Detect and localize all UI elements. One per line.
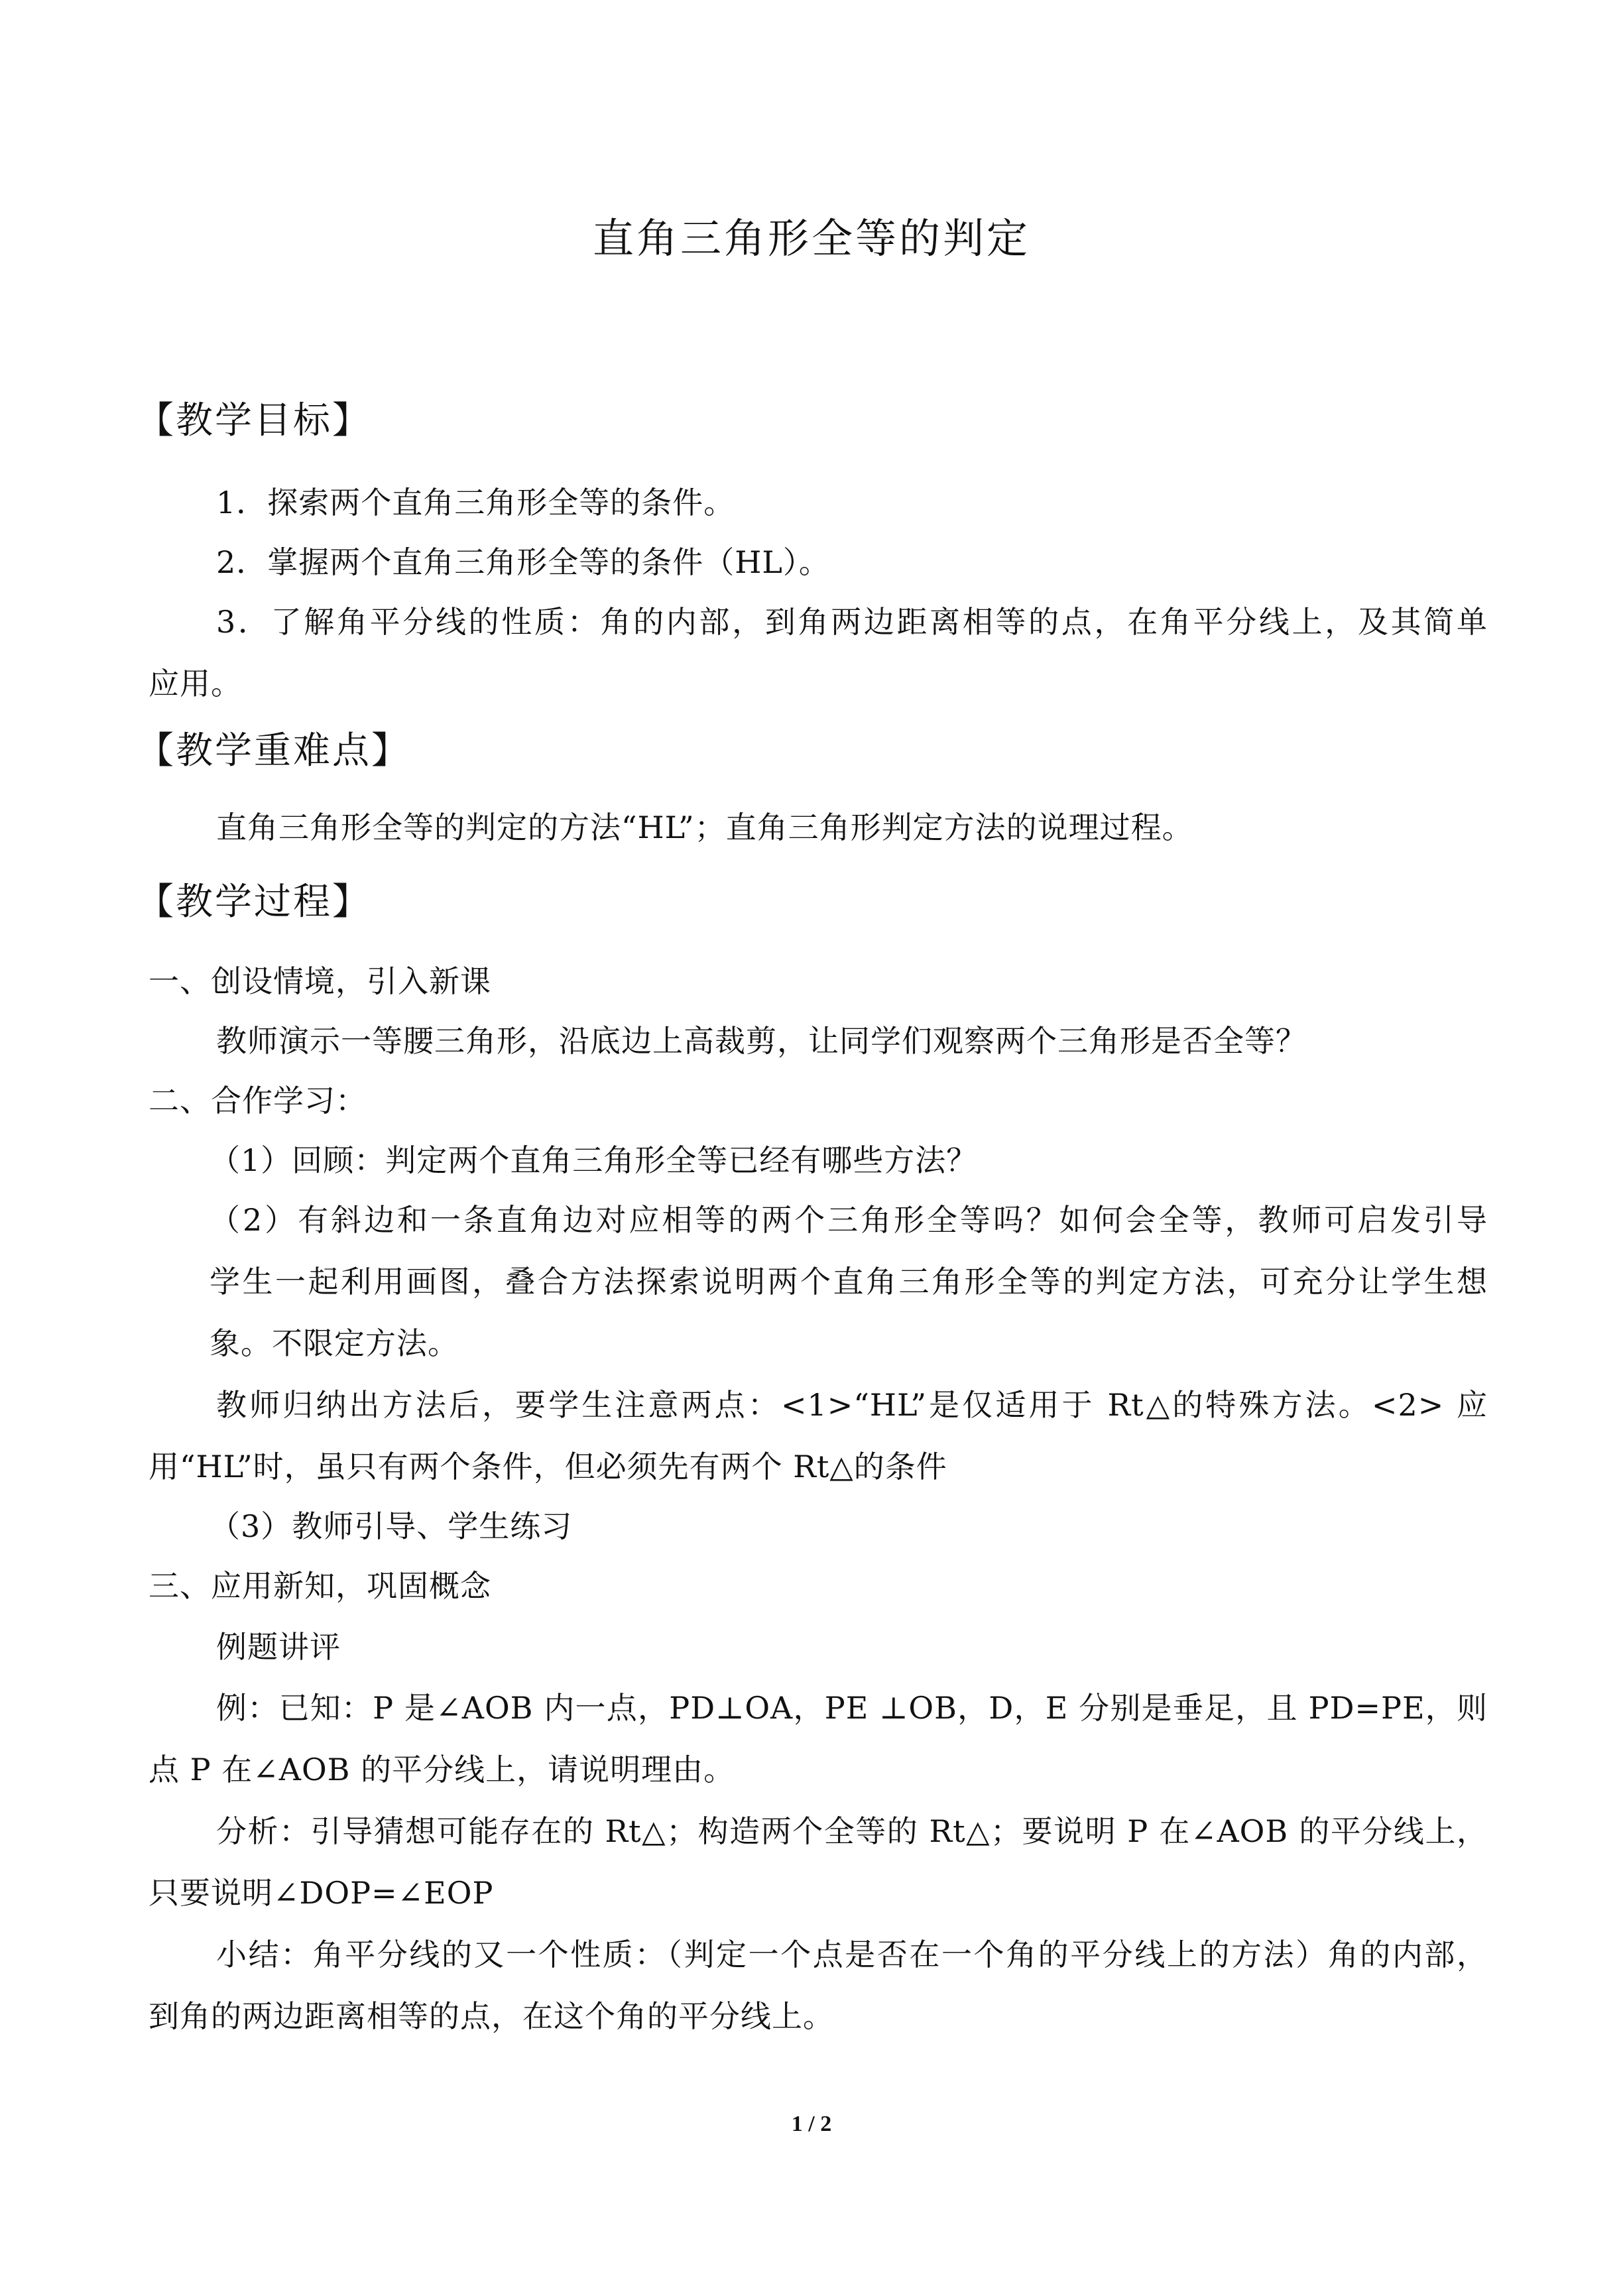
example-line-1: 例：已知：P 是∠AOB 内一点，PD⊥OA，PE ⊥OB，D，E 分别是垂足，且 PD=PE，则 — [216, 1690, 1488, 1726]
process-heading: 【教学过程】 — [137, 880, 371, 924]
objective-item-2: 2．掌握两个直角三角形全等的条件（HL）。 — [216, 544, 830, 580]
objective-item-1: 1．探索两个直角三角形全等的条件。 — [216, 485, 735, 520]
analysis-line-1: 分析：引导猜想可能存在的 Rt△；构造两个全等的 Rt△；要说明 P 在∠AOB 的平分线上， — [216, 1813, 1488, 1849]
summary-line-2: 到角的两边距离相等的点，在这个角的平分线上。 — [149, 1998, 834, 2034]
part1-title: 一、创设情境，引入新课 — [149, 963, 491, 999]
key-points-text: 直角三角形全等的判定的方法“HL”；直角三角形判定方法的说理过程。 — [216, 810, 1193, 845]
part2-question-2-line-2: 学生一起利用画图，叠合方法探索说明两个直角三角形全等的判定方法，可充分让学生想 — [210, 1264, 1488, 1299]
part2-question-2-line-3: 象。不限定方法。 — [210, 1325, 459, 1361]
part1-text: 教师演示一等腰三角形，沿底边上高裁剪，让同学们观察两个三角形是否全等？ — [216, 1023, 1307, 1059]
objective-item-3-continued: 应用。 — [149, 666, 242, 701]
page-title: 直角三角形全等的判定 — [592, 214, 1030, 263]
part2-note-line-1: 教师归纳出方法后，要学生注意两点：<1>“HL”是仅适用于 Rt△的特殊方法。<2> 应 — [216, 1387, 1488, 1423]
example-label: 例题讲评 — [216, 1629, 341, 1665]
part2-question-3: （3）教师引导、学生练习 — [210, 1508, 573, 1544]
key-points-heading: 【教学重难点】 — [137, 729, 410, 772]
example-line-2: 点 P 在∠AOB 的平分线上，请说明理由。 — [149, 1752, 735, 1787]
summary-line-1: 小结：角平分线的又一个性质：（判定一个点是否在一个角的平分线上的方法）角的内部， — [216, 1937, 1488, 1972]
objectives-heading: 【教学目标】 — [137, 399, 371, 442]
analysis-line-2: 只要说明∠DOP=∠EOP — [149, 1875, 494, 1911]
part2-question-2-line-1: （2）有斜边和一条直角边对应相等的两个三角形全等吗？如何会全等，教师可启发引导 — [210, 1202, 1488, 1238]
part2-note-line-2: 用“HL”时，虽只有两个条件，但必须先有两个 Rt△的条件 — [149, 1449, 947, 1484]
part3-title: 三、应用新知，巩固概念 — [149, 1568, 491, 1604]
objective-item-3: 3．了解角平分线的性质：角的内部，到角两边距离相等的点，在角平分线上，及其简单 — [216, 604, 1488, 640]
page-number: 1 / 2 — [791, 2112, 832, 2136]
part2-title: 二、合作学习： — [149, 1083, 367, 1118]
part2-question-1: （1）回顾：判定两个直角三角形全等已经有哪些方法？ — [210, 1142, 978, 1178]
